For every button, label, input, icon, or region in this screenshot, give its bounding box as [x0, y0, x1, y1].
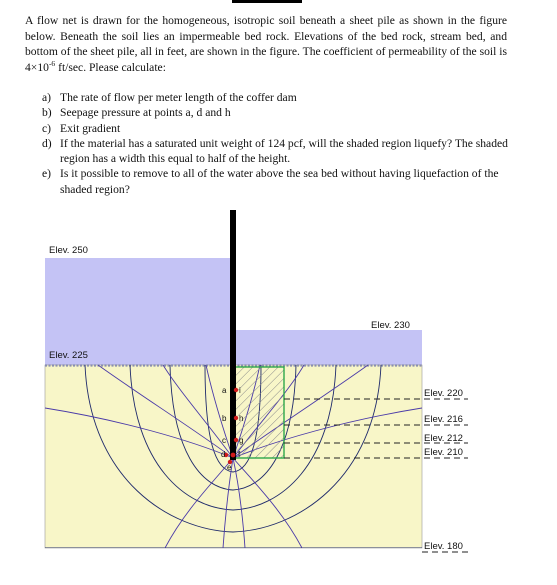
- point-label-e: e: [227, 463, 232, 472]
- point-label-d: d: [221, 450, 226, 459]
- upstream-water: [45, 258, 233, 365]
- point-label-c: c: [222, 436, 226, 445]
- question-letter: a): [42, 91, 52, 104]
- point-marker-f: [231, 453, 236, 458]
- question-letter: c): [42, 121, 52, 135]
- point-marker-h: [234, 416, 238, 420]
- elev-label-212: Elev. 212: [424, 433, 463, 444]
- question-letter: d): [42, 136, 52, 150]
- point-label-a: a: [222, 386, 227, 395]
- exponent: -6: [48, 58, 56, 68]
- point-label-g: g: [239, 436, 244, 445]
- point-label-f: f: [238, 450, 241, 459]
- point-label-i: i: [239, 386, 241, 395]
- sheet-pile: [230, 210, 236, 460]
- question-letter: b): [42, 106, 52, 120]
- point-label-b: b: [222, 414, 227, 423]
- problem-statement: A flow net is drawn for the homogeneous, isotropic soil beneath a sheet pile as shown in the figure below. Beneath the soil lies an impermeable bed rock. Elevations of the bed rock, stream bed, and bottom of the sheet pile, all in feet, are shown in the figure. The coefficient of permeability of the soil is $4\times 10^{-6}$ ft/sec. Please calculate:: [25, 14, 507, 74]
- point-label-h: h: [239, 414, 244, 423]
- elev-label-216: Elev. 216: [424, 414, 463, 425]
- elev-label-210: Elev. 210: [424, 447, 463, 458]
- question-letter: e): [42, 167, 52, 181]
- question-text: Exit gradient: [60, 121, 121, 135]
- question-text: If the material has a saturated unit weight of 124 pcf, will the shaded region liquefy? The shaded region has a width this equal to half of the height.: [60, 136, 508, 166]
- question-text: The rate of flow per meter length of the coffer dam: [60, 91, 297, 104]
- elev-label-225: Elev. 225: [49, 350, 88, 361]
- point-marker-g: [234, 438, 238, 442]
- question-text: Seepage pressure at points a, d and h: [60, 106, 231, 120]
- point-marker-i: [234, 388, 238, 392]
- elev-label-250: Elev. 250: [49, 245, 88, 256]
- elev-label-180: Elev. 180: [424, 541, 463, 552]
- elev-label-230: Elev. 230: [371, 320, 410, 331]
- elev-label-220: Elev. 220: [424, 388, 463, 399]
- downstream-water: [233, 330, 422, 365]
- question-text: Is it possible to remove to all of the water above the sea bed without having liquefaction of the shaded region?: [60, 167, 499, 196]
